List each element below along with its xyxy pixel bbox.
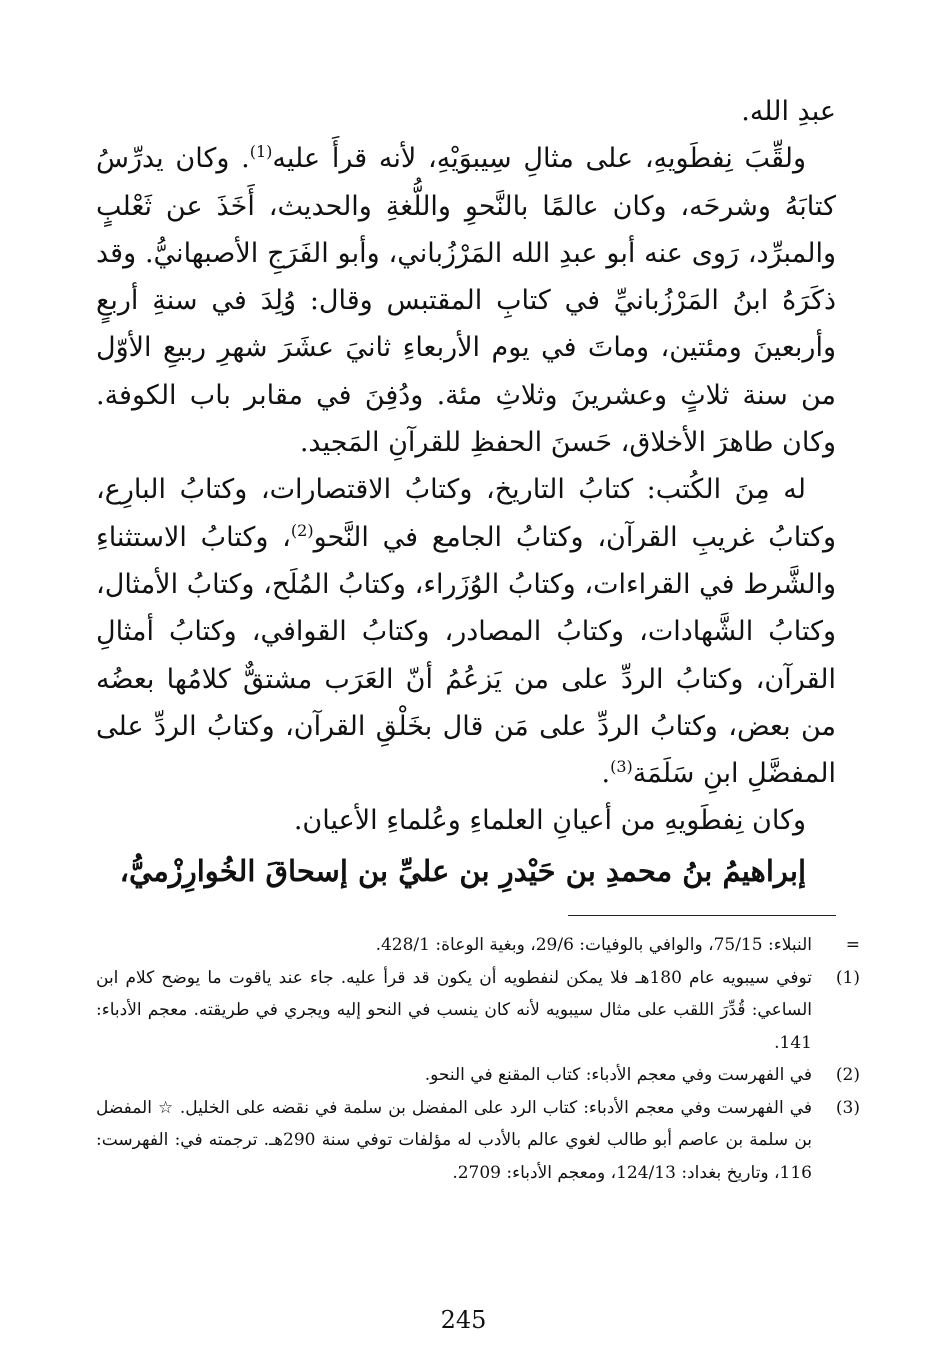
footnote-text: في الفهرست وفي معجم الأدباء: كتاب الرد على المفضل بن سلمة في نقضه على الخليل. ☆ المفضل بن سلمة بن عاصم أبو طالب لغوي عالم بالأدب له مؤلفات توفي سنة 290هـ. ترجمته في: الفهرست: 116، وتاريخ بغداد: 124/13، ومعجم الأدباء: 2709.: [96, 1097, 812, 1183]
page-number: 245: [440, 1306, 487, 1334]
footnote-ref-1: (1): [249, 142, 273, 162]
footnote-text: النبلاء: 75/15، والوافي بالوفيات: 29/6، وبغية الوعاة: 428/1.: [375, 935, 812, 955]
paragraph-continuation: عبدِ الله.: [741, 96, 836, 127]
paragraph-text: . وكان يدرِّسُ كتابَهُ وشرحَه، وكان عالمًا بالنَّحوِ واللُّغةِ والحديث، أَخَذَ عن ثَعْلبٍ والمبرِّد، رَوى عنه أبو عبدِ الله المَرْزُباني، وأبو الفَرَجِ الأصبهانيُّ. وقد ذكَرَهُ ابنُ المَرْزُبانيِّ في كتابِ المقتبس وقال: وُلِدَ في سنةِ أربعٍ وأربعينَ ومئتين، وماتَ في يوم الأربعاءِ ثانيَ عشَرَ شهرِ ربيعِ الأوّل من سنة ثلاثٍ وعشرينَ وثلاثِ مئة. ودُفِنَ في مقابر باب الكوفة. وكان طاهرَ الأخلاق، حَسنَ الحفظِ للقرآنِ المَجيد.: [96, 143, 836, 459]
footnote-text: توفي سيبويه عام 180هـ فلا يمكن لنفطويه أن يكون قد قرأ عليه. جاء عند ياقوت ما يوضح كلام ابن الساعي: قُدِّرَ اللقب على مثال سيبويه لأنه كان ينسب في النحو إليه ويجري في طريقته. معجم الأدباء: 141.: [96, 967, 812, 1053]
paragraph-biography: [96, 135, 836, 466]
paragraph-text: له مِنَ الكُتب: كتابُ التاريخ، وكتابُ الاقتصارات، وكتابُ البارِع، وكتابُ غريبِ القرآن، وكتابُ الجامع في النَّحو: [96, 474, 836, 553]
paragraph-text: .: [601, 758, 611, 790]
footnote-ref-3: (3): [610, 757, 633, 777]
footnote-item: [96, 1059, 860, 1092]
paragraph-text: ، وكتابُ الاستثناءِ والشَّرط في القراءات، وكتابُ الوُزَراء، وكتابُ المُلَح، وكتابُ الأمثال، وكتابُ الشَّهادات، وكتابُ المصادر، وكتابُ القوافي، وكتابُ أمثالِ القرآن، وكتابُ الردِّ على من يَزعُمُ أنّ العَرَب مشتقٌّ كلامُها بعضُه من بعض، وكتابُ الردِّ على مَن قال بخَلْقِ القرآن، وكتابُ الردِّ على المفضَّلِ ابنِ سَلَمَة: [96, 521, 836, 790]
footnotes: [96, 929, 860, 1189]
paragraph-books: [96, 466, 836, 797]
footnote-item: [96, 962, 860, 1060]
footnote-marker: =: [845, 935, 860, 955]
footnote-divider: [568, 915, 836, 916]
footnote-marker: (3): [835, 1097, 860, 1118]
footnote-text: في الفهرست وفي معجم الأدباء: كتاب المقنع في النحو.: [424, 1065, 812, 1085]
footnote-marker: (1): [835, 967, 860, 988]
paragraph-closing: وكان نِفطَويهِ من أعيانِ العلماءِ وعُلماءِ الأعيان.: [293, 805, 806, 837]
footnote-item: [96, 929, 860, 962]
footnote-marker: (2): [835, 1065, 860, 1085]
main-text: [96, 88, 836, 897]
footnote-item: [96, 1092, 860, 1190]
footnote-ref-2: (2): [290, 520, 314, 540]
paragraph-text: ولقِّبَ نِفطَويهِ، على مثالِ سِيبوَيْهِ، لأنه قرأَ عليه: [272, 143, 806, 175]
entry-heading: إبراهيمُ بنُ محمدِ بن حَيْدرِ بن عليِّ بن إسحاقَ الخُوارِزْميُّ،: [119, 853, 806, 888]
